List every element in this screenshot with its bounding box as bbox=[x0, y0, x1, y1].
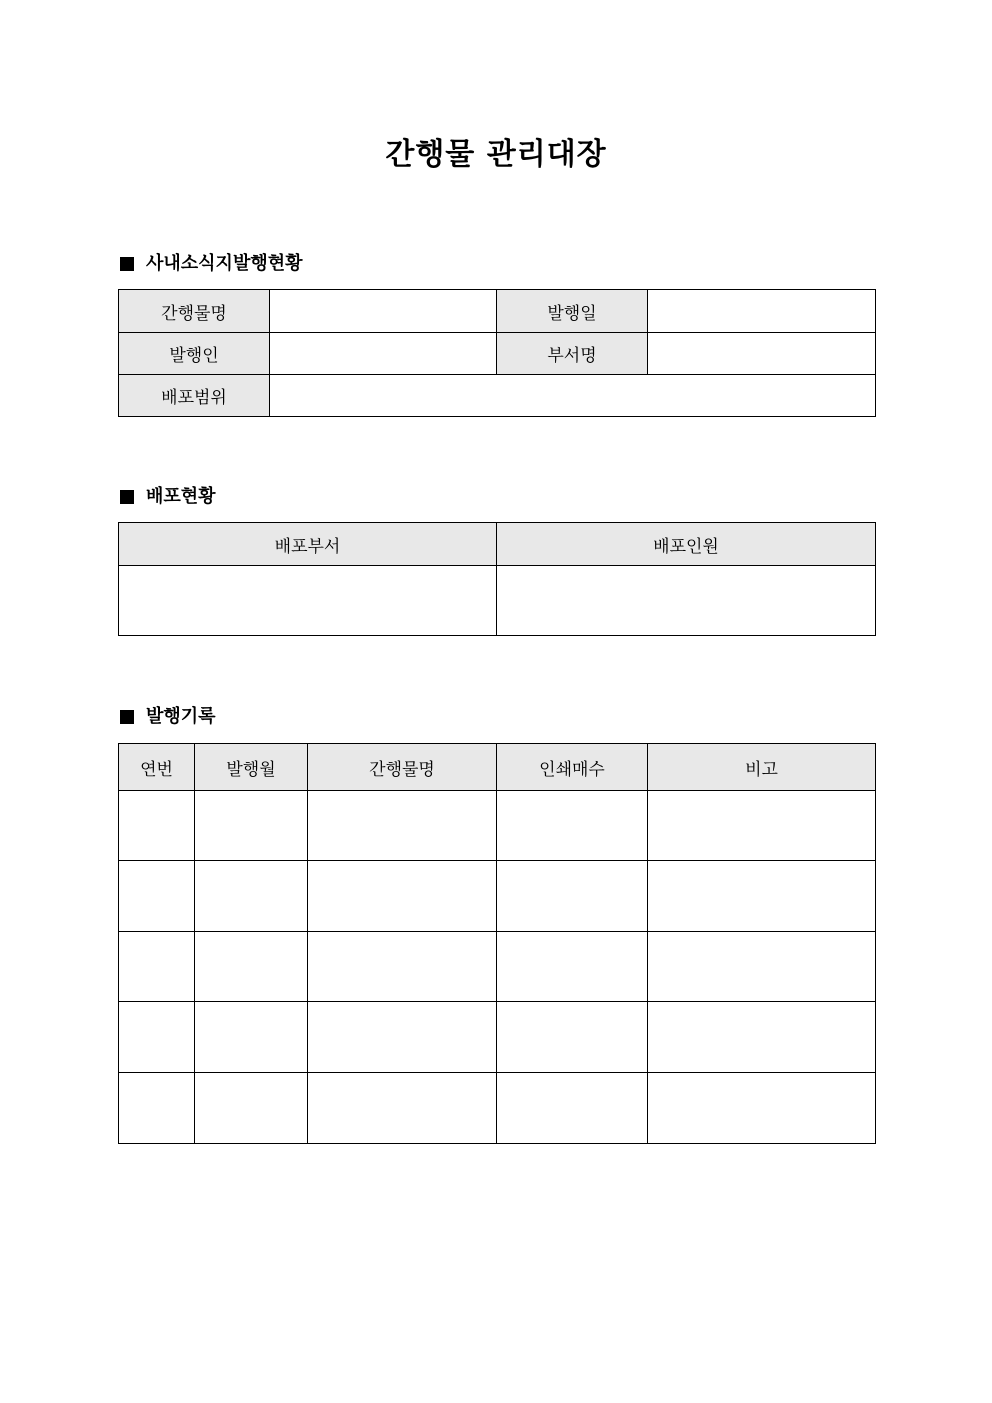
column-header: 인쇄매수 bbox=[497, 744, 648, 791]
page-title: 간행물 관리대장 bbox=[385, 137, 607, 172]
value-title[interactable] bbox=[270, 290, 497, 333]
square-bullet-icon bbox=[120, 490, 134, 504]
table-row bbox=[119, 375, 876, 417]
table-cell[interactable] bbox=[119, 1073, 195, 1144]
square-bullet-icon bbox=[120, 257, 134, 271]
label-date: 발행일 bbox=[497, 290, 648, 333]
table-cell[interactable] bbox=[119, 566, 497, 636]
table-cell[interactable] bbox=[195, 861, 308, 932]
records-table bbox=[118, 743, 876, 1144]
newsletter-table bbox=[118, 289, 876, 417]
table-row bbox=[119, 290, 876, 333]
value-publisher[interactable] bbox=[270, 333, 497, 375]
value-date[interactable] bbox=[648, 290, 876, 333]
value-department[interactable] bbox=[648, 333, 876, 375]
table-row bbox=[119, 791, 876, 861]
table-cell[interactable] bbox=[308, 932, 497, 1002]
table-cell[interactable] bbox=[195, 1002, 308, 1073]
table-row bbox=[119, 1073, 876, 1144]
table-cell[interactable] bbox=[497, 1002, 648, 1073]
table-cell[interactable] bbox=[648, 1002, 876, 1073]
square-bullet-icon bbox=[120, 710, 134, 724]
section-heading-records bbox=[120, 705, 216, 729]
table-cell[interactable] bbox=[195, 791, 308, 861]
column-header: 배포부서 bbox=[119, 523, 497, 566]
section-heading-label: 발행기록 bbox=[146, 706, 216, 727]
section-heading-label: 배포현황 bbox=[146, 486, 216, 507]
value-scope[interactable] bbox=[270, 375, 876, 417]
table-cell[interactable] bbox=[308, 861, 497, 932]
table-cell[interactable] bbox=[497, 861, 648, 932]
column-header: 비고 bbox=[648, 744, 876, 791]
table-cell[interactable] bbox=[308, 1002, 497, 1073]
table-cell[interactable] bbox=[119, 932, 195, 1002]
table-cell[interactable] bbox=[497, 791, 648, 861]
table-cell[interactable] bbox=[497, 1073, 648, 1144]
section-heading-distribution bbox=[120, 485, 216, 509]
table-row bbox=[119, 333, 876, 375]
table-cell[interactable] bbox=[648, 1073, 876, 1144]
column-header: 발행월 bbox=[195, 744, 308, 791]
table-cell[interactable] bbox=[308, 791, 497, 861]
column-header: 연번 bbox=[119, 744, 195, 791]
table-cell[interactable] bbox=[497, 932, 648, 1002]
table-header-row bbox=[119, 523, 876, 566]
section-heading-label: 사내소식지발행현황 bbox=[146, 253, 303, 274]
label-department: 부서명 bbox=[497, 333, 648, 375]
table-cell[interactable] bbox=[119, 1002, 195, 1073]
table-cell[interactable] bbox=[497, 566, 876, 636]
distribution-table bbox=[118, 522, 876, 636]
label-scope: 배포범위 bbox=[119, 375, 270, 417]
table-cell[interactable] bbox=[648, 861, 876, 932]
table-cell[interactable] bbox=[308, 1073, 497, 1144]
table-cell[interactable] bbox=[195, 932, 308, 1002]
table-cell[interactable] bbox=[119, 861, 195, 932]
table-cell[interactable] bbox=[119, 791, 195, 861]
label-publisher: 발행인 bbox=[119, 333, 270, 375]
table-header-row bbox=[119, 744, 876, 791]
column-header: 간행물명 bbox=[308, 744, 497, 791]
column-header: 배포인원 bbox=[497, 523, 876, 566]
table-cell[interactable] bbox=[195, 1073, 308, 1144]
table-row bbox=[119, 1002, 876, 1073]
label-title: 간행물명 bbox=[119, 290, 270, 333]
table-cell[interactable] bbox=[648, 791, 876, 861]
table-row bbox=[119, 566, 876, 636]
table-cell[interactable] bbox=[648, 932, 876, 1002]
section-heading-newsletter bbox=[120, 252, 303, 276]
table-row bbox=[119, 932, 876, 1002]
table-row bbox=[119, 861, 876, 932]
